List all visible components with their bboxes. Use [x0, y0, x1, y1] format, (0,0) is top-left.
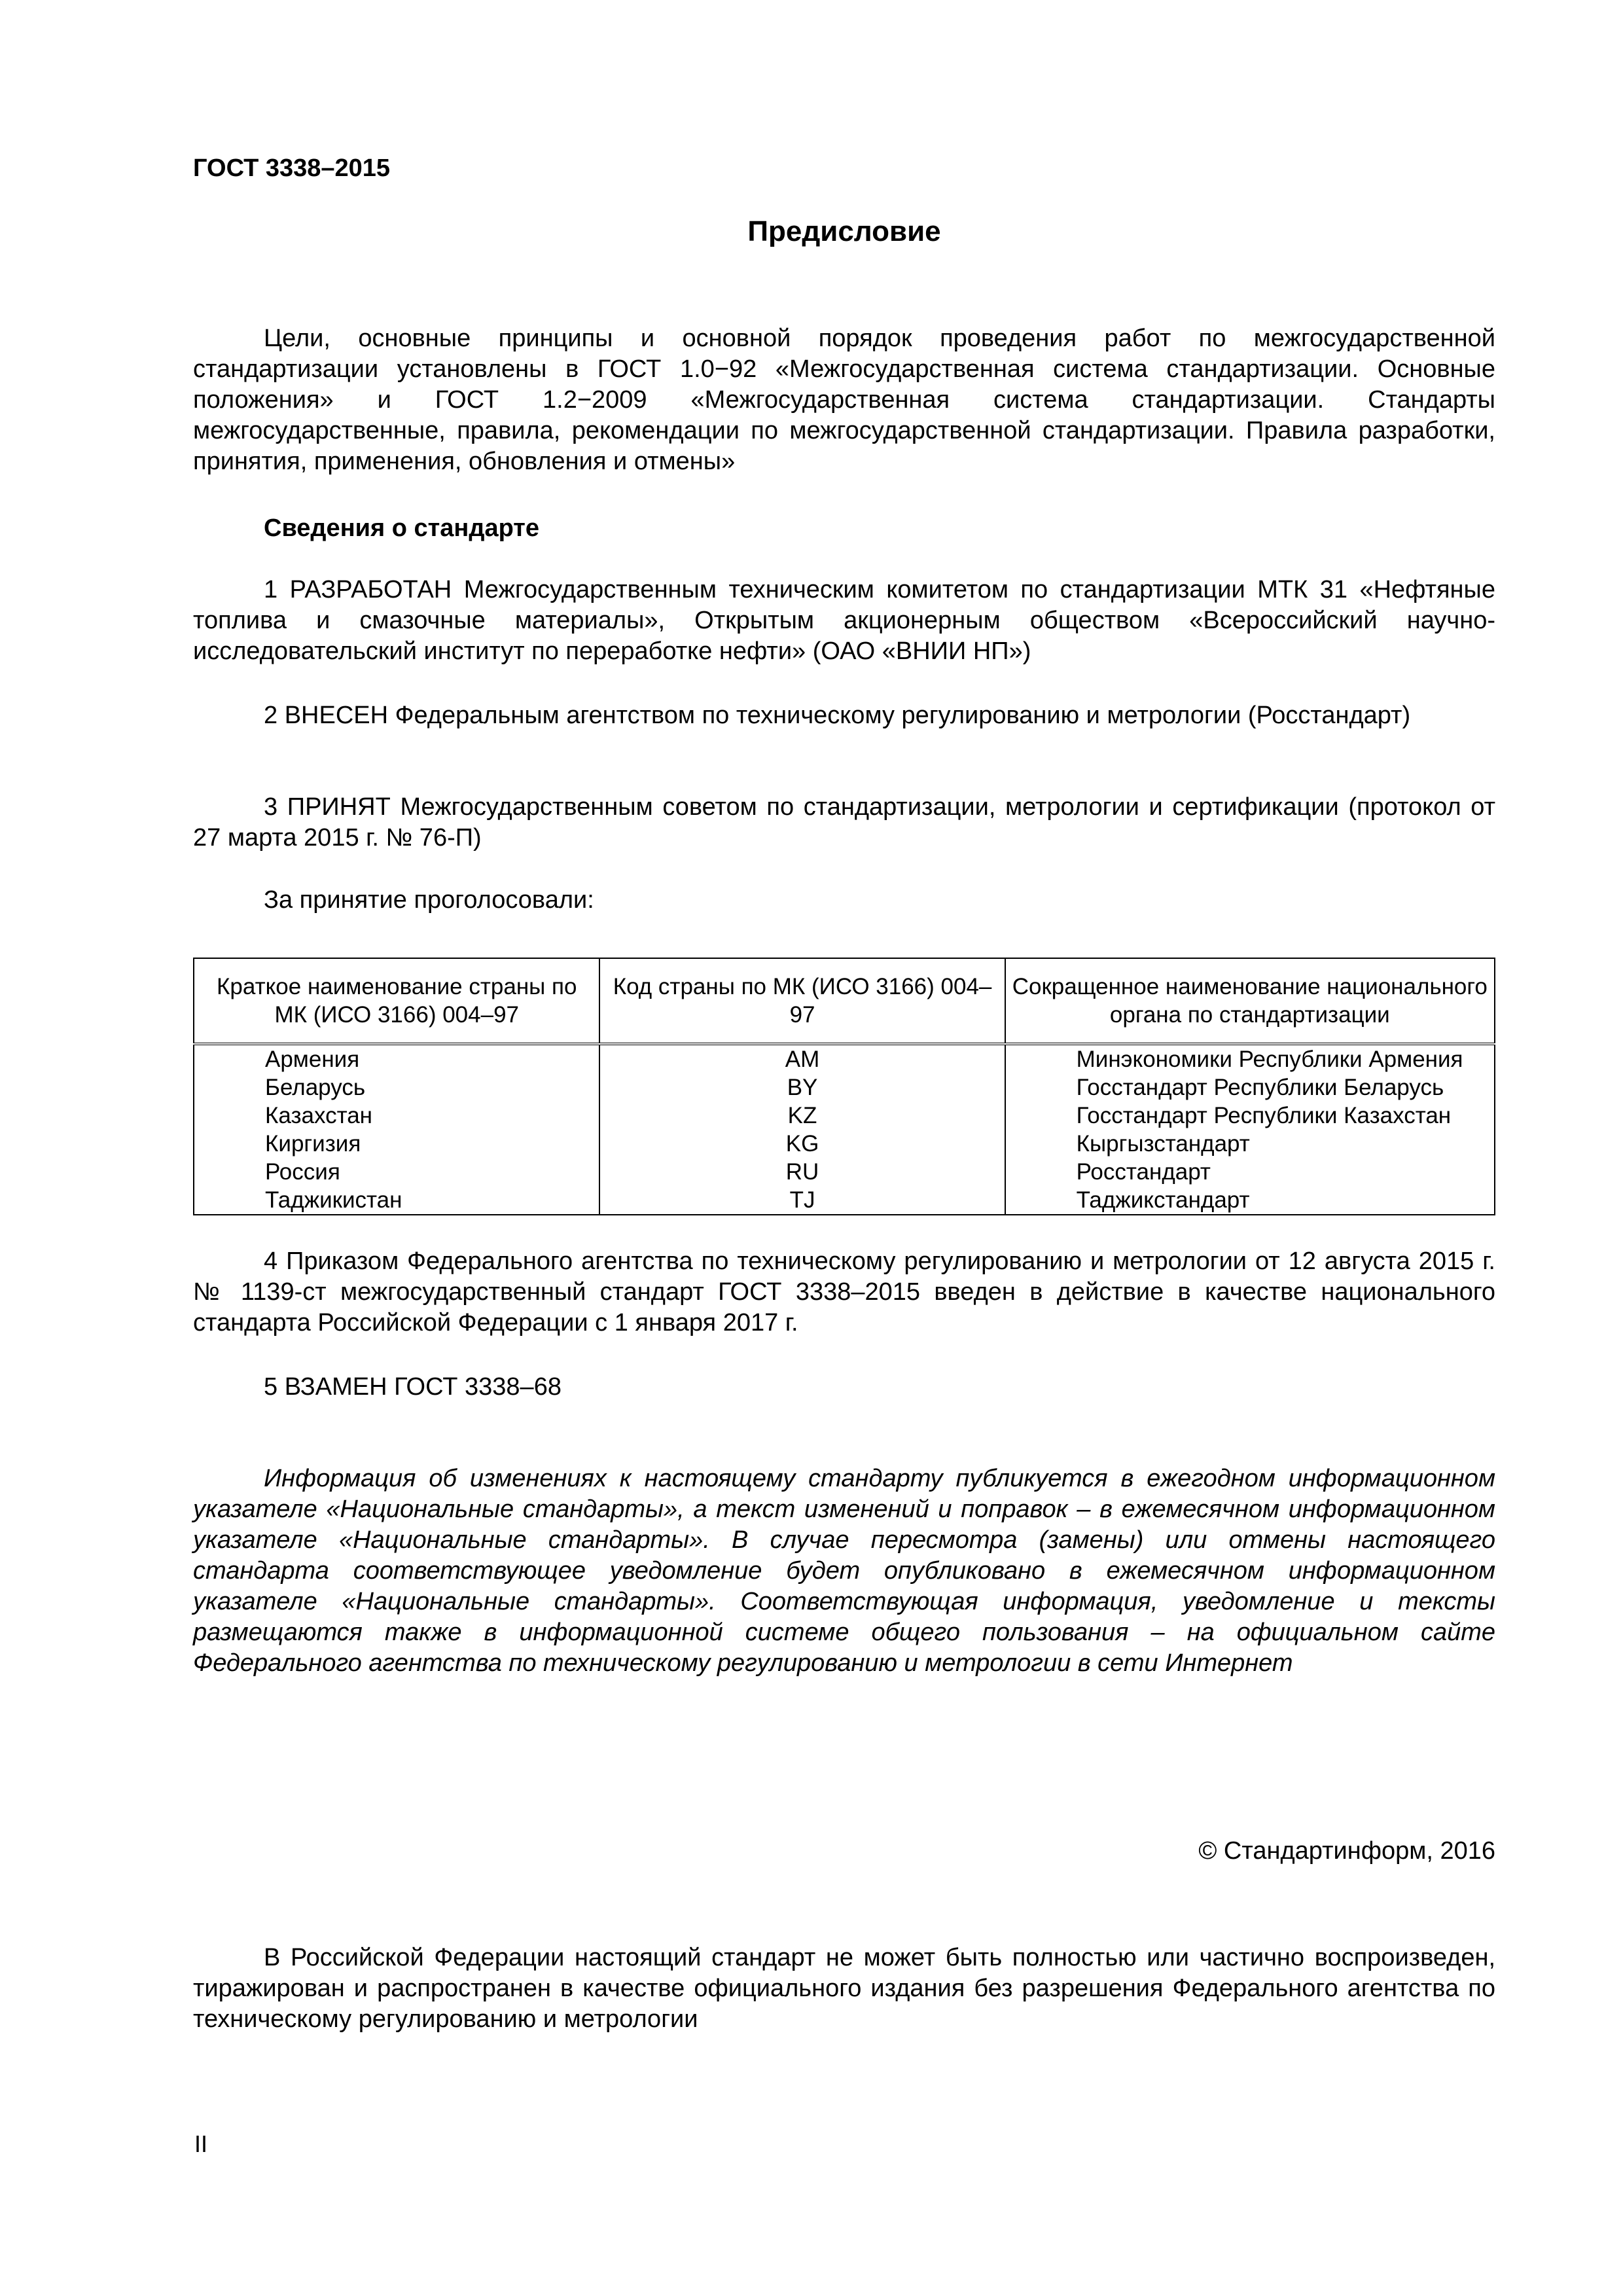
- info-heading: Сведения о стандарте: [264, 514, 540, 542]
- authority-cell: Минэкономики Республики Армения: [1005, 1044, 1495, 1073]
- code-cell: KZ: [599, 1102, 1005, 1130]
- item-enacted: 4 Приказом Федерального агентства по техническому регулированию и метрологии от 12 августа 2015 г. № 1139-ст межгосударственный стандарт ГОСТ 3338–2015 введен в действие в качестве национального стандарта Российской Федерации с 1 января 2017 г.: [193, 1247, 1495, 1336]
- item-adopted: 3 ПРИНЯТ Межгосударственным советом по стандартизации, метрологии и сертификации (протокол от 27 марта 2015 г. № 76-П): [193, 793, 1495, 852]
- country-cell: Киргизия: [194, 1130, 599, 1158]
- authority-cell: Кыргызстандарт: [1005, 1130, 1495, 1158]
- page-title: Предисловие: [747, 215, 941, 247]
- table-row: [194, 1044, 1495, 1073]
- country-cell: Беларусь: [194, 1073, 599, 1102]
- standard-id-header: ГОСТ 3338–2015: [193, 154, 391, 182]
- country-cell: Таджикистан: [194, 1186, 599, 1215]
- authority-cell: Росстандарт: [1005, 1158, 1495, 1186]
- authority-cell: Госстандарт Республики Казахстан: [1005, 1102, 1495, 1130]
- item-developed: 1 РАЗРАБОТАН Межгосударственным техническим комитетом по стандартизации МТК 31 «Нефтяные топлива и смазочные материалы», Открытым акционерным обществом «Всероссийский научно-исследовательский институт по переработке нефти» (ОАО «ВНИИ НП»): [193, 576, 1495, 665]
- intro-paragraph: Цели, основные принципы и основной порядок проведения работ по межгосударственной стандартизации установлены в ГОСТ 1.0−92 «Межгосударственная система стандартизации. Основные положения» и ГОСТ 1.2−2009 «Межгосударственная система стандартизации. Стандарты межгосударственные, правила, рекомендации по межгосударственной стандартизации. Правила разработки, принятия, применения, обновления и отмены»: [193, 325, 1495, 475]
- country-cell: Армения: [194, 1044, 599, 1073]
- voting-table: [193, 958, 1495, 1215]
- authority-cell: Госстандарт Республики Беларусь: [1005, 1073, 1495, 1102]
- column-header-code: Код страны по МК (ИСО 3166) 004–97: [599, 958, 1005, 1044]
- table-row: [194, 1158, 1495, 1186]
- country-cell: Россия: [194, 1158, 599, 1186]
- vote-intro: За принятие проголосовали:: [264, 886, 594, 914]
- authority-cell: Таджикстандарт: [1005, 1186, 1495, 1215]
- code-cell: BY: [599, 1073, 1005, 1102]
- code-cell: TJ: [599, 1186, 1005, 1215]
- table-header-row: [194, 958, 1495, 1044]
- code-cell: AM: [599, 1044, 1005, 1073]
- table-row: [194, 1186, 1495, 1215]
- table-row: [194, 1102, 1495, 1130]
- item-replaces: 5 ВЗАМЕН ГОСТ 3338–68: [264, 1373, 562, 1401]
- country-cell: Казахстан: [194, 1102, 599, 1130]
- reproduction-notice: В Российской Федерации настоящий стандарт не может быть полностью или частично воспроизведен, тиражирован и распространен в качестве официального издания без разрешения Федерального агентства по техническому регулированию и метрологии: [193, 1944, 1495, 2033]
- changes-notice: Информация об изменениях к настоящему стандарту публикуется в ежегодном информационном указателе «Национальные стандарты», а текст изменений и поправок – в ежемесячном информационном указателе «Национальные стандарты». В случае пересмотра (замены) или отмены настоящего стандарта соответствующее уведомление будет опубликовано в ежемесячном информационном указателе «Национальные стандарты». Соответствующая информация, уведомление и тексты размещаются также в информационной системе общего пользования – на официальном сайте Федерального агентства по техническому регулированию и метрологии в сети Интернет: [193, 1465, 1495, 1677]
- copyright-line: © Стандартинформ, 2016: [1198, 1837, 1495, 1865]
- page-number: II: [194, 2130, 208, 2157]
- code-cell: RU: [599, 1158, 1005, 1186]
- column-header-country: Краткое наименование страны по МК (ИСО 3166) 004–97: [194, 958, 599, 1044]
- column-header-authority: Сокращенное наименование национального органа по стандартизации: [1005, 958, 1495, 1044]
- table-row: [194, 1073, 1495, 1102]
- code-cell: KG: [599, 1130, 1005, 1158]
- table-row: [194, 1130, 1495, 1158]
- item-submitted: 2 ВНЕСЕН Федеральным агентством по техническому регулированию и метрологии (Росстандарт): [264, 702, 1411, 729]
